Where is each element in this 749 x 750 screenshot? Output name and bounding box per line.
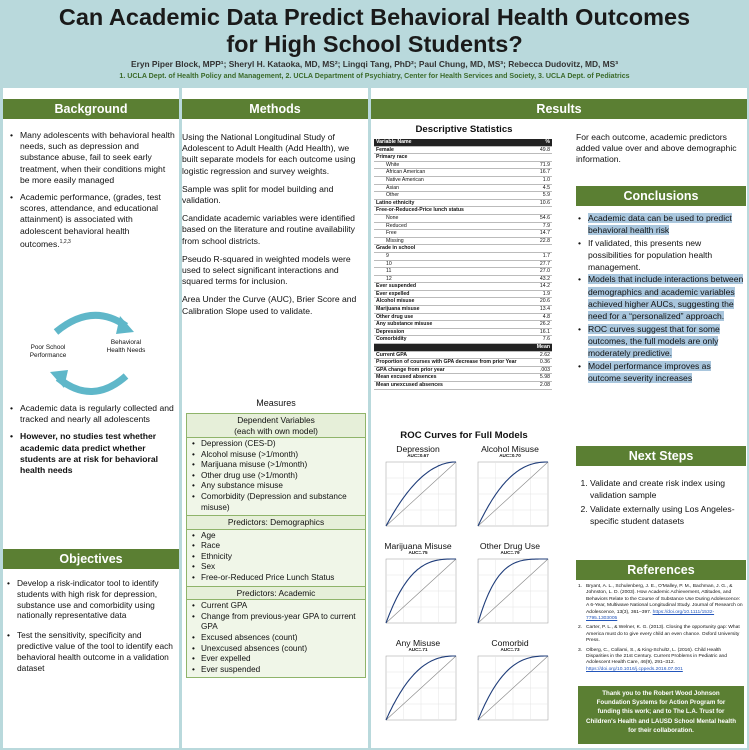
table-cell-label: Alcohol misuse <box>374 298 524 306</box>
acad-item: • Change from previous-year GPA to current GPA <box>191 612 365 633</box>
cycle-label-left: Poor School Performance <box>29 344 67 359</box>
roc-plot <box>466 460 554 538</box>
conclusion-5 <box>576 360 746 385</box>
roc-chart-auc: AUC=0.70 <box>499 453 521 458</box>
dependent-header-line2: (each with own model) <box>234 425 318 436</box>
background-bullet-1: • Many adolescents with behavioral health needs, such as depression and substance abuse, fail to seek early treatment, when their conditions might be more easily managed <box>8 130 176 186</box>
demographics-header: Predictors: Demographics <box>187 515 365 530</box>
background-bullet-3: • Academic data is regularly collected and tracked and nearly all adolescents <box>8 403 176 425</box>
table-row <box>374 359 552 367</box>
poster-title <box>0 4 749 58</box>
col-percent: % <box>524 139 552 146</box>
roc-chart-title: Depression <box>396 444 440 454</box>
roc-plot <box>374 557 462 635</box>
methods-p4: Pseudo R-squared in weighted models were used to select significant interactions and squared terms for inclusion. <box>182 253 351 287</box>
conclusion-2: • If validated, this presents new possibilities for population health management. <box>576 237 746 274</box>
conclusion-3 <box>576 273 746 322</box>
roc-chart <box>374 540 462 636</box>
table-row <box>374 222 552 230</box>
table-row <box>374 351 552 359</box>
demo-item: • Sex <box>191 562 365 573</box>
roc-chart <box>466 443 554 539</box>
dep-item: • Other drug use (>1/month) <box>191 471 365 482</box>
table-cell-label: 10 <box>374 260 524 268</box>
next-step-1: 1. Validate and create risk index using validation sample <box>590 478 744 501</box>
reference-1-link[interactable]: https://doi.org/10.1111/1532-7795.1303005 <box>586 609 715 622</box>
demo-item: • Age <box>191 531 365 542</box>
conclusion-5-text: Model performance improves as outcome severity increases <box>588 360 711 383</box>
table-row <box>374 321 552 329</box>
table-cell-value: 1.7 <box>524 252 552 260</box>
reference-2: 2. Carter, P. L., & Welner, K. G. (2013). Closing the opportunity gap: What America must do to give every child an even chance. Oxford University Press. <box>578 625 740 644</box>
table-row <box>374 268 552 276</box>
conclusions-section <box>576 212 746 384</box>
objective-2: • Test the sensitivity, specificity and predictive value of the tool to identify each behavioral health outcome in a validation dataset <box>5 630 177 673</box>
table-cell-label: Ever expelled <box>374 290 524 298</box>
table-cell-value: 7.6 <box>524 336 552 344</box>
next-steps-header: Next Steps <box>576 446 746 466</box>
table-cell-value: 43.2 <box>524 275 552 283</box>
table-cell-label: Grade in school <box>374 245 524 253</box>
next-step-2: 2. Validate externally using Los Angeles-specific student datasets <box>590 504 744 527</box>
table-cell-value: 10.6 <box>524 199 552 207</box>
reference-3-link[interactable]: https://doi.org/10.1016/j.cppeds.2016.07.001 <box>586 666 683 672</box>
table-cell-value: 16.7 <box>524 169 552 177</box>
methods-header: Methods <box>182 99 368 119</box>
roc-chart-title: Any Misuse <box>395 638 441 648</box>
table-row <box>374 230 552 238</box>
table-cell-label: Other <box>374 192 524 200</box>
reference-2-text: Carter, P. L., & Welner, K. G. (2013). Closing the opportunity gap: What America must do to give every child an even chance. Oxford University Press. <box>586 625 740 644</box>
reference-3-text: Olberg, C., Collami, S., & King-Schultz, L. (2016). Child Health Disparities in the 21st Century. Current Problems in Pediatric and Adolescent Health Care, 46(9), 291–312. <box>586 647 727 666</box>
dependent-header <box>187 414 365 438</box>
demographics-list <box>187 530 365 586</box>
roc-plot <box>374 654 462 732</box>
affiliations: 1. UCLA Dept. of Health Policy and Management, 2. UCLA Department of Psychiatry, Center for Health Services and Society, 3. UCLA Dept. of Pediatrics <box>119 72 630 80</box>
background-section <box>8 130 176 256</box>
table-row <box>374 252 552 260</box>
table-cell-value: 5.98 <box>524 374 552 382</box>
acad-item: • Ever expelled <box>191 654 365 665</box>
table-row <box>374 313 552 321</box>
citation-sup: 1,2,3 <box>59 238 71 245</box>
table-cell-label: Free <box>374 230 524 238</box>
table-row <box>374 192 552 200</box>
conclusion-3-text: Models that include interactions between demographics and academic variables achieved higher AUCs, suggesting the need for a “personalized” approach. <box>588 274 744 322</box>
table-row <box>374 146 552 154</box>
table-cell-value: 27.7 <box>524 260 552 268</box>
dep-item: • Depression (CES-D) <box>191 439 365 450</box>
cycle-arrow-top <box>56 315 126 332</box>
table-row <box>374 366 552 374</box>
table-cell-value: 14.7 <box>524 230 552 238</box>
roc-chart-title: Other Drug Use <box>479 541 541 551</box>
table-mean-header <box>374 344 552 352</box>
table-cell-value: 22.8 <box>524 237 552 245</box>
table-row <box>374 237 552 245</box>
conclusion-1 <box>576 212 746 237</box>
roc-chart-title: Comorbid <box>491 638 529 648</box>
dep-item: • Any substance misuse <box>191 481 365 492</box>
cycle-arrow-bottom <box>58 376 126 392</box>
roc-plot <box>374 460 462 538</box>
results-right-text: For each outcome, academic predictors added value over and above demographic information. <box>576 132 737 165</box>
table-cell-label: 12 <box>374 275 524 283</box>
academic-header: Predictors: Academic <box>187 586 365 601</box>
table-cell-label: Ever suspended <box>374 283 524 291</box>
roc-chart-auc: AUC=.79 <box>500 550 520 555</box>
dependent-list <box>187 438 365 515</box>
table-row <box>374 169 552 177</box>
roc-chart <box>466 637 554 733</box>
table-cell-label: Current GPA <box>374 351 524 359</box>
demo-item: • Race <box>191 541 365 552</box>
table-cell-label: Depression <box>374 328 524 336</box>
table-cell-value: 13.4 <box>524 306 552 314</box>
roc-chart-title: Marijuana Misuse <box>384 541 452 551</box>
table-cell-label: Female <box>374 146 524 154</box>
table-row <box>374 283 552 291</box>
reference-1-text: Bryant, A. L., Schulenberg, J. E., O'Malley, P. M., Bachman, J. G., & Johnston, L. D. (2003). How Academic Achievement, Attitudes, and Behaviors Relate to the Course of Substance Use During Adolescence: A 6-Year, Multiwave National Longitudinal Study. Journal of Research on Adolescence, 13(3), 361–397. <box>586 584 743 615</box>
academic-list <box>187 600 365 677</box>
reference-3: 3. Olberg, C., Collami, S., & King-Schultz, L. (2016). Child Health Disparities in the 21st Century. Current Problems in Pediatric and Adolescent Health Care, 46(9), 291–312. https://doi.org/10.1016/j.cppeds.2016.07.001 <box>578 647 727 672</box>
table-row <box>374 382 552 390</box>
conclusion-4 <box>576 323 746 360</box>
acad-item: • Current GPA <box>191 601 365 612</box>
reference-1: 1. Bryant, A. L., Schulenberg, J. E., O'Malley, P. M., Bachman, J. G., & Johnston, L. D. (2003). How Academic Achievement, Attitudes, and Behaviors Relate to the Course of Substance Use During Adolescence: A 6-Year, Multiwave National Longitudinal Study. Journal of Research on Adolescence, 13(3), 361–397. https://doi.org/10.1111/1532-7795.1303005 <box>578 584 743 622</box>
table-cell-value: 14.2 <box>524 283 552 291</box>
table-cell-label: None <box>374 214 524 222</box>
roc-chart-auc: AUC=0.67 <box>407 453 429 458</box>
table-cell-label: Comorbidity <box>374 336 524 344</box>
roc-chart <box>374 637 462 733</box>
background-bullet-4: • However, no studies test whether academic data predict whether students are at risk for behavioral health needs <box>8 431 176 476</box>
table-cell-value: 26.2 <box>524 321 552 329</box>
table-cell-value: 4.8 <box>524 313 552 321</box>
table-row <box>374 306 552 314</box>
table-row <box>374 328 552 336</box>
dep-item: • Comorbidity (Depression and substance misuse) <box>191 492 365 513</box>
table-cell-label: Latino ethnicity <box>374 199 524 207</box>
references-section <box>578 584 744 676</box>
background-bullet-2 <box>8 192 176 250</box>
dep-item: • Marijuana misuse (>1/month) <box>191 460 365 471</box>
table-row <box>374 184 552 192</box>
table-row <box>374 298 552 306</box>
table-row <box>374 260 552 268</box>
table-row <box>374 154 552 162</box>
table-row <box>374 176 552 184</box>
roc-chart-auc: AUC=.75 <box>408 550 428 555</box>
table-cell-label: Primary race <box>374 154 524 162</box>
table-cell-label: Reduced <box>374 222 524 230</box>
table-cell-value: 49.8 <box>524 146 552 154</box>
roc-chart-auc: AUC=.73 <box>500 647 520 652</box>
table-cell-value: 1.9 <box>524 290 552 298</box>
title-line-1: Can Academic Data Predict Behavioral Health Outcomes <box>58 4 691 30</box>
table-cell-label: Missing <box>374 237 524 245</box>
measures-title: Measures <box>256 398 296 408</box>
roc-plot <box>466 654 554 732</box>
mean-header-blank <box>374 344 524 352</box>
table-cell-label: Proportion of courses with GPA decrease from prior Year <box>374 359 524 367</box>
background-section-2 <box>8 403 176 482</box>
acad-item: • Ever suspended <box>191 665 365 676</box>
table-cell-value: 0.36 <box>524 359 552 367</box>
methods-p5: Area Under the Curve (AUC), Brier Score and Calibration Slope used to validate. <box>182 294 357 316</box>
objective-1: • Develop a risk-indicator tool to identify students with high risk for depression, substance use and comorbidity using nationally representative data <box>5 578 177 621</box>
acknowledgements: Thank you to the Robert Wood Johnson Foundation Systems for Action Program for funding this work; and to The L.A. Trust for Children's Health and LAUSD School Mental health for their collaboration. <box>578 686 744 744</box>
table-row <box>374 336 552 344</box>
table-cell-value: 5.9 <box>524 192 552 200</box>
roc-chart <box>466 540 554 636</box>
table-cell-value: 27.0 <box>524 268 552 276</box>
table-cell-label: White <box>374 161 524 169</box>
conclusion-4-text: ROC curves suggest that for some outcomes, the full models are only moderately predictive. <box>588 323 720 359</box>
descriptive-table <box>374 139 552 390</box>
references-header: References <box>576 560 746 580</box>
table-row <box>374 199 552 207</box>
table-cell-value: 4.5 <box>524 184 552 192</box>
table-row <box>374 161 552 169</box>
demo-item: • Free-or-Reduced Price Lunch Status <box>191 573 365 584</box>
table-cell-label: GPA change from prior year <box>374 366 524 374</box>
roc-plot <box>466 557 554 635</box>
descriptive-table-wrap <box>374 139 554 390</box>
table-row <box>374 207 552 215</box>
table-cell-label: Free-or-Reduced-Price lunch status <box>374 207 524 215</box>
objectives-header: Objectives <box>3 549 179 569</box>
col-mean: Mean <box>524 344 552 352</box>
table-title: Descriptive Statistics <box>415 124 513 135</box>
background-bullet-2-text: Academic performance, (grades, test scores, attendance, and educational attainment) is associated with adolescent behavioral health outcomes. <box>20 192 161 249</box>
table-row <box>374 214 552 222</box>
table-cell-value: 2.62 <box>524 351 552 359</box>
table-cell-value: 1.0 <box>524 176 552 184</box>
methods-p2: Sample was split for model building and validation. <box>182 183 334 206</box>
table-cell-value: 16.1 <box>524 328 552 336</box>
table-cell-value: 71.9 <box>524 161 552 169</box>
roc-title: ROC Curves for Full Models <box>400 430 528 441</box>
demo-item: • Ethnicity <box>191 552 365 563</box>
table-cell-label: Native American <box>374 176 524 184</box>
dep-item: • Alcohol misuse (>1/month) <box>191 450 365 461</box>
table-cell-label: Marijuana misuse <box>374 306 524 314</box>
methods-text <box>182 132 362 324</box>
table-row <box>374 275 552 283</box>
roc-chart <box>374 443 462 539</box>
next-steps-section <box>578 478 744 527</box>
dependent-header-line1: Dependent Variables <box>237 415 315 425</box>
authors: Eryn Piper Block, MPP¹; Sheryl H. Kataoka, MD, MS²; Lingqi Tang, PhD²; Paul Chung, MD, MS³; Rebecca Dudovitz, MD, MS³ <box>130 59 619 69</box>
conclusions-header: Conclusions <box>576 186 746 206</box>
methods-p3: Candidate academic variables were identified based on the literature and routine availability from school districts. <box>182 213 355 246</box>
conclusion-1-text: Academic data can be used to predict behavioral health risk <box>588 213 732 236</box>
table-cell-label: 11 <box>374 268 524 276</box>
background-header: Background <box>3 99 179 119</box>
table-cell-label: Mean excused absences <box>374 374 524 382</box>
table-cell-value: .003 <box>524 366 552 374</box>
objectives-section <box>5 578 177 679</box>
table-cell-label: Any substance misuse <box>374 321 524 329</box>
table-cell-label: Mean unexcused absences <box>374 382 524 390</box>
table-cell-value: 20.6 <box>524 298 552 306</box>
table-cell-value <box>524 207 552 215</box>
table-cell-value: 54.6 <box>524 214 552 222</box>
table-cell-value: 2.08 <box>524 382 552 390</box>
table-cell-value <box>524 245 552 253</box>
table-row <box>374 290 552 298</box>
table-cell-value: 7.9 <box>524 222 552 230</box>
table-cell-label: Other drug use <box>374 313 524 321</box>
cycle-label-right: Behavioral Health Needs <box>106 339 146 354</box>
roc-chart-auc: AUC=.71 <box>408 647 428 652</box>
title-line-2: for High School Students? <box>226 31 523 57</box>
measures-box <box>186 413 366 678</box>
roc-chart-title: Alcohol Misuse <box>481 444 539 454</box>
table-cell-label: African American <box>374 169 524 177</box>
col-variable: Variable Name <box>374 139 524 146</box>
acad-item: • Excused absences (count) <box>191 633 365 644</box>
table-cell-label: 9 <box>374 252 524 260</box>
results-header: Results <box>371 99 747 119</box>
methods-p1: Using the National Longitudinal Study of Adolescent to Adult Health (Add Health), we built separate models for each outcome using logistic regression and survey weights. <box>182 132 356 176</box>
table-row <box>374 374 552 382</box>
table-cell-value <box>524 154 552 162</box>
table-cell-label: Asian <box>374 184 524 192</box>
acad-item: • Unexcused absences (count) <box>191 644 365 655</box>
table-row <box>374 245 552 253</box>
